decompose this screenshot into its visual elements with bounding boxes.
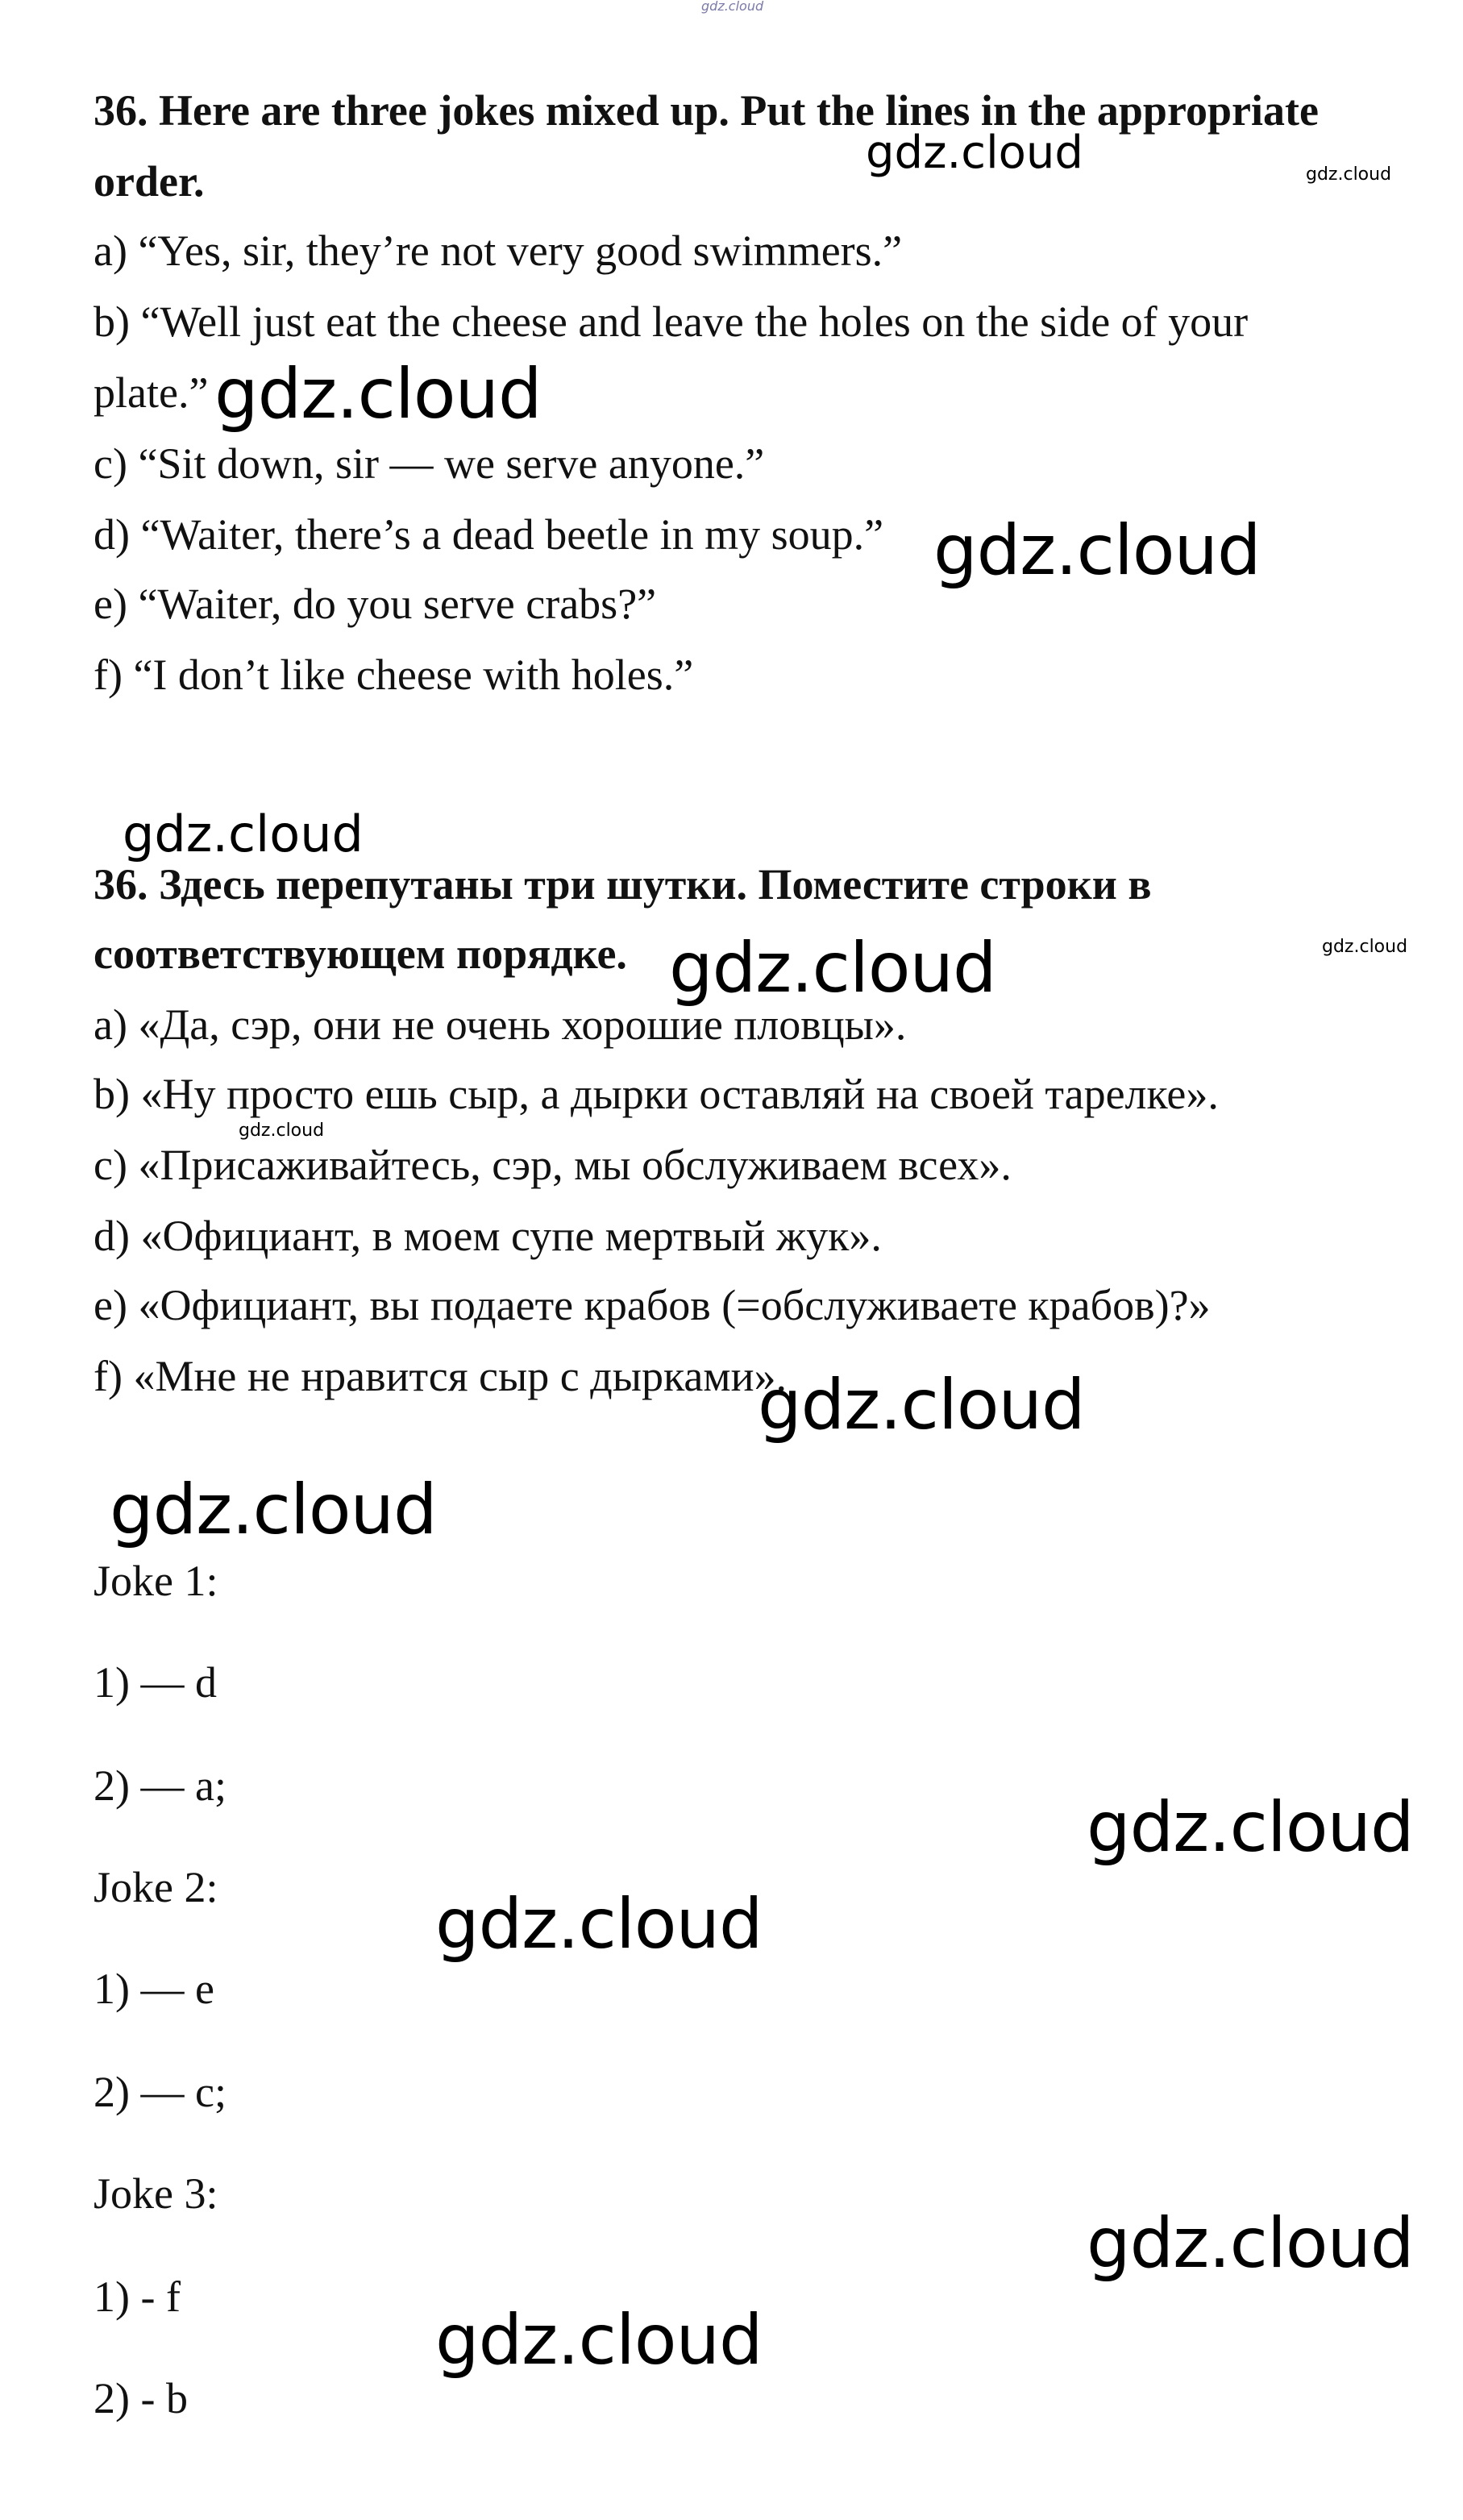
watermark: gdz.cloud	[1087, 1787, 1414, 1868]
russian-item-c: c) «Присаживайтесь, сэр, мы обслуживаем всех».	[94, 1141, 1012, 1189]
english-item-e: e) “Waiter, do you serve crabs?”	[94, 580, 657, 628]
russian-item-d: d) «Официант, в моем супе мертвый жук».	[94, 1212, 882, 1260]
joke2-line1: 1) — e	[94, 1965, 214, 2013]
joke1-title: Joke 1:	[94, 1557, 218, 1605]
watermark: gdz.cloud	[239, 1121, 325, 1141]
english-item-c: c) “Sit down, sir — we serve anyone.”	[94, 439, 765, 488]
watermark: gdz.cloud	[1322, 937, 1408, 957]
english-item-b-continued: plate.”	[94, 368, 209, 417]
watermark: gdz.cloud	[435, 2300, 763, 2381]
watermark: gdz.cloud	[110, 1470, 437, 1550]
watermark: gdz.cloud	[933, 510, 1261, 591]
watermark: gdz.cloud	[866, 127, 1083, 179]
watermark: gdz.cloud	[214, 354, 542, 435]
joke2-line2: 2) — c;	[94, 2068, 227, 2116]
english-heading-line1: 36. Here are three jokes mixed up. Put the lines in the appropriate	[94, 86, 1319, 135]
joke2-title: Joke 2:	[94, 1863, 218, 1911]
russian-item-b: b) «Ну просто ешь сыр, а дырки оставляй на своей тарелке».	[94, 1070, 1219, 1118]
watermark-top: gdz.cloud	[701, 0, 764, 14]
watermark: gdz.cloud	[123, 805, 364, 863]
joke1-line1: 1) — d	[94, 1658, 217, 1707]
english-heading-line2: order.	[94, 157, 205, 206]
russian-heading-line1: 36. Здесь перепутаны три шутки. Поместите строки в	[94, 860, 1152, 909]
russian-item-a: a) «Да, сэр, они не очень хорошие пловцы».	[94, 1000, 907, 1049]
watermark: gdz.cloud	[1087, 2203, 1414, 2284]
watermark: gdz.cloud	[669, 928, 996, 1008]
joke3-title: Joke 3:	[94, 2169, 218, 2218]
joke1-line2: 2) — a;	[94, 1761, 227, 1810]
english-item-b: b) “Well just eat the cheese and leave the holes on the side of your	[94, 297, 1249, 346]
watermark: gdz.cloud	[758, 1365, 1085, 1445]
russian-item-e: e) «Официант, вы подаете крабов (=обслуживаете крабов)?»	[94, 1281, 1211, 1329]
watermark: gdz.cloud	[1306, 164, 1392, 185]
joke3-line2: 2) - b	[94, 2374, 188, 2422]
english-item-d: d) “Waiter, there’s a dead beetle in my soup.”	[94, 510, 884, 559]
watermark: gdz.cloud	[435, 1884, 763, 1965]
russian-item-f: f) «Мне не нравится сыр с дырками».	[94, 1352, 787, 1400]
russian-heading-line2: соответствующем порядке.	[94, 929, 627, 978]
english-item-f: f) “I don’t like cheese with holes.”	[94, 651, 694, 699]
english-item-a: a) “Yes, sir, they’re not very good swimmers.”	[94, 227, 903, 275]
joke3-line1: 1) - f	[94, 2273, 181, 2321]
